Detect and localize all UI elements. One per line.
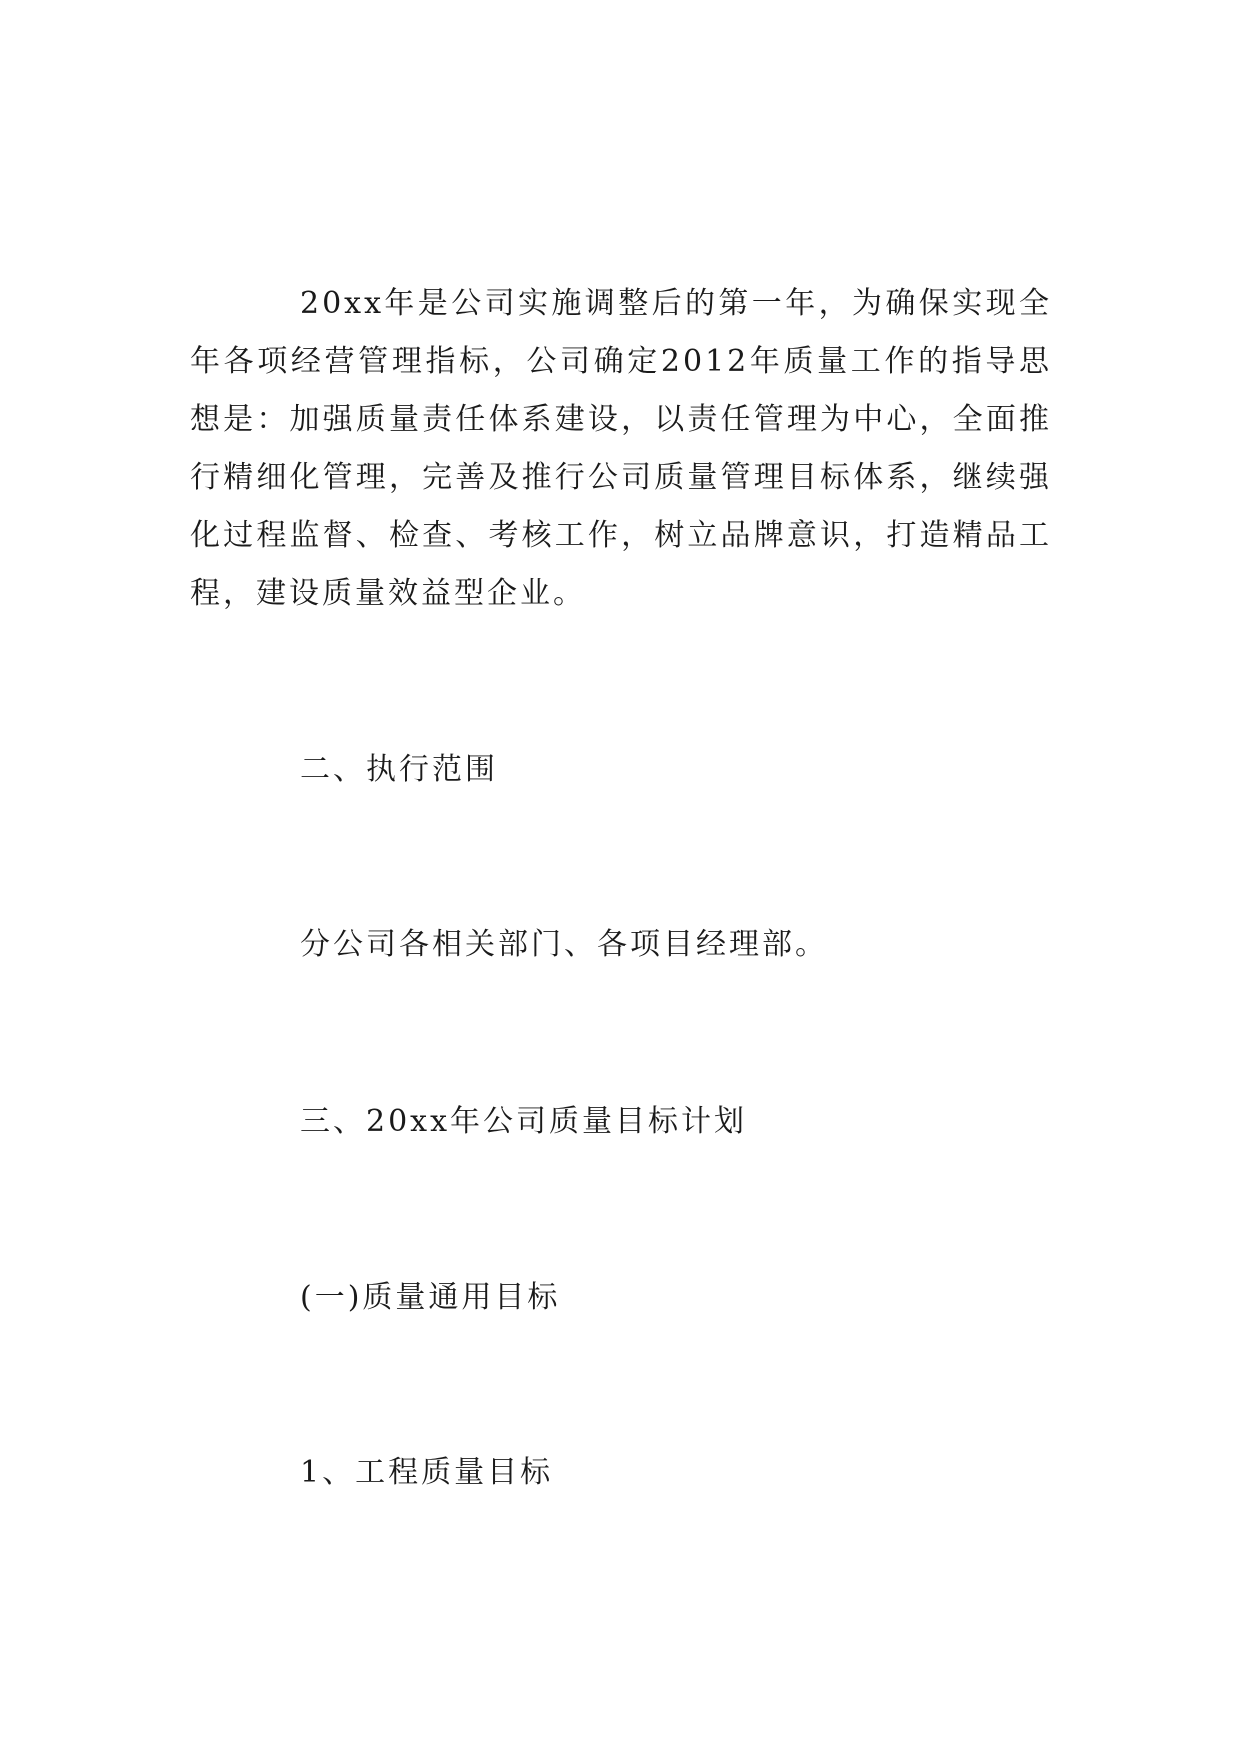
section-heading-quality-plan: 三、20xx年公司质量目标计划 xyxy=(300,1104,748,1139)
scope-body-text: 分公司各相关部门、各项目经理部。 xyxy=(300,927,828,962)
section-heading-scope: 二、执行范围 xyxy=(300,752,498,787)
subsection-heading-general-goals: (一)质量通用目标 xyxy=(300,1280,561,1315)
intro-paragraph: 20xx年是公司实施调整后的第一年，为确保实现全年各项经营管理指标，公司确定2012年质量工作的指导思想是：加强质量责任体系建设，以责任管理为中心，全面推行精细化管理，完善及推行公司质量管理目标体系，继续强化过程监督、检查、考核工作，树立品牌意识，打造精品工程，建设质量效益型企业。 xyxy=(190,286,1052,611)
item-heading-engineering-quality: 1、工程质量目标 xyxy=(300,1455,554,1490)
